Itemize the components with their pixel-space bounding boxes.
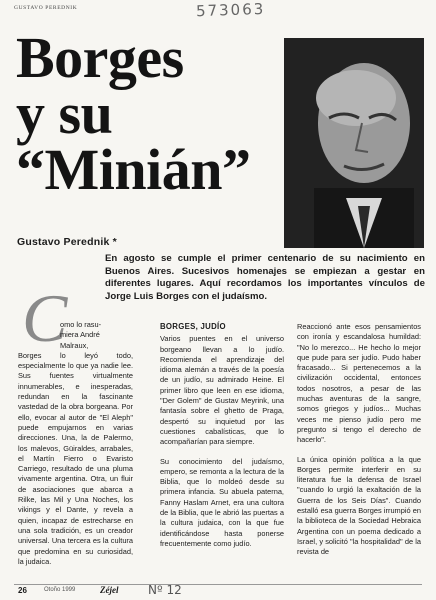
col1-line-1: omo lo rasu- (60, 320, 102, 329)
title-line-2: y su (16, 81, 113, 146)
col2-paragraph-2: Su conocimiento del judaísmo, empero, se remonta a la lectura de la Biblia, que lo moldeó desde su primera infancia. Su abuela paterna, Fanny Haslam Arnet, era una cultora de la Biblia, que le abrió las puertas a la cultura judaica, con la que fue identificándose hasta ponerse frecuentemente como judío. (160, 456, 284, 548)
column-1 (18, 320, 133, 567)
handwritten-issue-note: Nº 12 (148, 583, 182, 597)
title-line-1: Borges (16, 25, 184, 90)
title-line-3: “Minián” (16, 137, 251, 202)
col3-paragraph-2: La única opinión política a la que Borges permite interferir en su literatura fue la defensa de Israel "cuando lo urgió la exaltación de la Guerra de los Seis Días". Cuando estalló esa guerra Borges irrumpió en la biblioteca de la Sociedad Hebraica Argentina con un poema dedicado a Israel, y solicitó "la hospitalidad" de la revista de (297, 454, 421, 557)
col3-paragraph-1: Reaccionó ante esos pensamientos con ironía y escandalosa humildad: "No lo merezco... He hecho lo mejor que pude para ser judío. Pudo haber fracasado... Si pertenecemos a la civilización occidental, entonces todos nosotros, a pesar de las muchas aventuras de la sangre, somos griegos y judíos... Muchas veces me pienso judío pero me pregunto si tengo el derecho de hacerlo". (297, 322, 421, 445)
col2-paragraph-1: Varios puentes en el universo borgeano llevan a lo judío. Recomienda el aprendizaje del idioma alemán a través de la poesía de un judío, su admirado Heine. El primer libro que leen en ese idioma, "Der Golem" de Gustav Meyrink, una fantasía sobre el ghetto de Praga, despertó su inquietud por las cuestiones cabalísticas, que lo acompañarían para siempre. (160, 334, 284, 447)
author-byline: Gustavo Perednik * (17, 236, 117, 248)
borges-portrait-photo (284, 38, 424, 248)
column-2 (160, 322, 284, 558)
footer-divider (14, 584, 422, 585)
drop-cap: C (22, 280, 68, 356)
col1-line-3: Malraux, (60, 340, 89, 350)
lede-paragraph: En agosto se cumple el primer centenario de su nacimiento en Buenos Aires. Sucesivos homenajes se empiezan a gestar en diferentes lugares. Aquí recordamos los importantes vínculos de Jorge Luis Borges con el judaísmo. (105, 253, 425, 302)
archive-number: 573063 (195, 0, 266, 21)
col1-body: Borges lo leyó todo, especialmente lo que ya nadie lee. Sus fuentes virtualmente innumerables, e inesperadas, redundan en la fascinante vastedad de la obra borgeana. Por ello, evocar al autor de "El Aleph" puede empujarnos en varias direcciones. Una, la de Palermo, los malevos, Güiraldes, arrabales, el Martín Fierro o Evaristo Carriego, resultado de una pluma vivamente argentina. Otra, un fluir de asociaciones que abarca a Rilke, las Mil y Una Noches, los vikings y el Dante, y revela a quien, incapaz de estrecharse en una sola tradición, es un creador universal. Una tercera es la cultura que predomina en su curiosidad, la judaica. (18, 350, 133, 566)
col1-line-2: miera André (60, 330, 100, 340)
column-3 (297, 322, 421, 567)
article-title (16, 25, 276, 202)
portrait-illustration (284, 38, 424, 248)
issue-date: Otoño 1999 (44, 587, 76, 593)
magazine-name: Zéjel (100, 585, 119, 595)
page-number: 26 (18, 586, 27, 595)
section-subhead: BORGES, JUDÍO (160, 322, 226, 331)
running-head: GUSTAVO PEREDNIK (14, 5, 78, 11)
